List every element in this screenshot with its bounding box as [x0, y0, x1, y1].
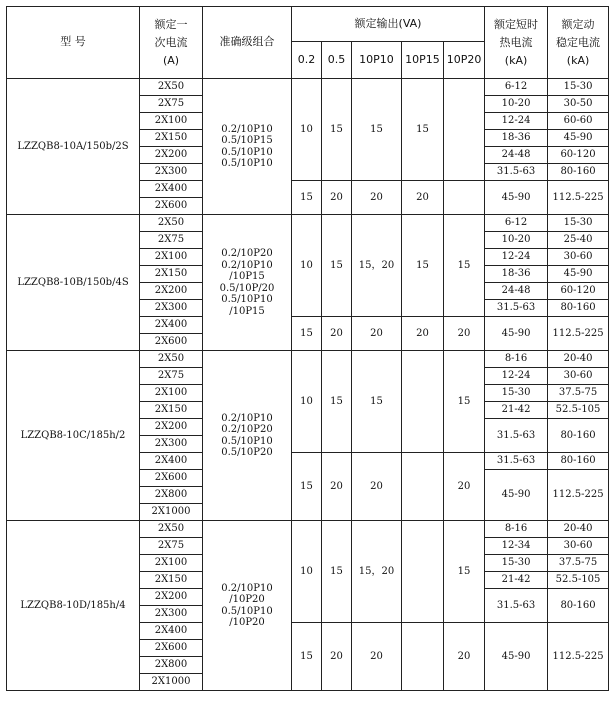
- current-ratio: 2X200: [140, 419, 203, 436]
- dynamic-current: 20-40: [548, 351, 609, 368]
- current-ratio: 2X600: [140, 198, 203, 215]
- current-ratio: 2X150: [140, 402, 203, 419]
- output-0-5: 20: [322, 317, 352, 351]
- dynamic-current: 37.5-75: [548, 385, 609, 402]
- output-10p15: [402, 351, 444, 453]
- dynamic-current: 15-30: [548, 215, 609, 232]
- thermal-current: 8-16: [485, 351, 548, 368]
- thermal-current: 45-90: [485, 623, 548, 691]
- dynamic-current: 25-40: [548, 232, 609, 249]
- thermal-current: 31.5-63: [485, 419, 548, 453]
- current-ratio: 2X150: [140, 572, 203, 589]
- thermal-current: 31.5-63: [485, 300, 548, 317]
- table-row: [7, 351, 609, 368]
- output-0-2: 10: [292, 215, 322, 317]
- dynamic-current: 112.5-225: [548, 470, 609, 521]
- current-ratio: 2X600: [140, 640, 203, 657]
- output-10p15: [402, 623, 444, 691]
- thermal-current: 24-48: [485, 283, 548, 300]
- header-output-10p15: 10P15: [402, 42, 444, 79]
- output-10p20: 15: [444, 351, 485, 453]
- accuracy-combination: 0.2/10P10 /10P20 0.5/10P10 /10P20: [203, 521, 292, 691]
- thermal-current: 31.5-63: [485, 589, 548, 623]
- current-ratio: 2X600: [140, 470, 203, 487]
- current-ratio: 2X150: [140, 130, 203, 147]
- output-10p10: 20: [352, 623, 402, 691]
- output-10p15: [402, 453, 444, 521]
- output-0-2: 15: [292, 453, 322, 521]
- current-ratio: 2X800: [140, 487, 203, 504]
- current-ratio: 2X50: [140, 521, 203, 538]
- current-ratio: 2X400: [140, 453, 203, 470]
- output-10p20: [444, 181, 485, 215]
- current-ratio: 2X50: [140, 351, 203, 368]
- header-primary-current: 额定一 次电流 (A): [140, 7, 203, 79]
- current-ratio: 2X100: [140, 249, 203, 266]
- table-row: [7, 521, 609, 538]
- thermal-current: 6-12: [485, 215, 548, 232]
- current-ratio: 2X200: [140, 147, 203, 164]
- output-10p10: 15: [352, 351, 402, 453]
- header-output-0-5: 0.5: [322, 42, 352, 79]
- dynamic-current: 15-30: [548, 79, 609, 96]
- current-ratio: 2X75: [140, 96, 203, 113]
- dynamic-current: 60-120: [548, 147, 609, 164]
- thermal-current: 10-20: [485, 96, 548, 113]
- output-10p20: 20: [444, 623, 485, 691]
- current-ratio: 2X400: [140, 623, 203, 640]
- output-10p20: 15: [444, 521, 485, 623]
- thermal-current: 18-36: [485, 130, 548, 147]
- thermal-current: 18-36: [485, 266, 548, 283]
- model-name: LZZQB8-10C/185h/2: [7, 351, 140, 521]
- dynamic-current: 37.5-75: [548, 555, 609, 572]
- accuracy-combination: 0.2/10P10 0.5/10P15 0.5/10P10 0.5/10P10: [203, 79, 292, 215]
- dynamic-current: 30-60: [548, 538, 609, 555]
- output-10p15: 15: [402, 79, 444, 181]
- output-0-2: 10: [292, 79, 322, 181]
- current-ratio: 2X50: [140, 215, 203, 232]
- current-ratio: 2X400: [140, 317, 203, 334]
- current-ratio: 2X600: [140, 334, 203, 351]
- thermal-current: 45-90: [485, 181, 548, 215]
- dynamic-current: 112.5-225: [548, 623, 609, 691]
- header-model: 型 号: [7, 7, 140, 79]
- current-ratio: 2X100: [140, 385, 203, 402]
- current-ratio: 2X150: [140, 266, 203, 283]
- output-0-2: 15: [292, 623, 322, 691]
- output-10p15: 15: [402, 215, 444, 317]
- output-10p15: [402, 521, 444, 623]
- output-10p15: 20: [402, 317, 444, 351]
- current-ratio: 2X800: [140, 657, 203, 674]
- header-rated-output: 额定输出(VA): [292, 7, 485, 42]
- dynamic-current: 45-90: [548, 266, 609, 283]
- output-0-5: 15: [322, 521, 352, 623]
- spec-table-container: [6, 6, 609, 691]
- output-0-2: 15: [292, 317, 322, 351]
- output-10p10: 15: [352, 79, 402, 181]
- dynamic-current: 60-120: [548, 283, 609, 300]
- current-ratio: 2X300: [140, 300, 203, 317]
- header-output-0-2: 0.2: [292, 42, 322, 79]
- output-10p20: [444, 79, 485, 181]
- dynamic-current: 112.5-225: [548, 317, 609, 351]
- current-ratio: 2X300: [140, 606, 203, 623]
- thermal-current: 8-16: [485, 521, 548, 538]
- output-10p10: 20: [352, 453, 402, 521]
- dynamic-current: 80-160: [548, 589, 609, 623]
- dynamic-current: 80-160: [548, 300, 609, 317]
- thermal-current: 12-34: [485, 538, 548, 555]
- thermal-current: 31.5-63: [485, 164, 548, 181]
- current-ratio: 2X1000: [140, 674, 203, 691]
- thermal-current: 15-30: [485, 555, 548, 572]
- header-output-10p10: 10P10: [352, 42, 402, 79]
- model-name: LZZQB8-10D/185h/4: [7, 521, 140, 691]
- output-10p10: 20: [352, 181, 402, 215]
- current-ratio: 2X75: [140, 368, 203, 385]
- output-0-5: 20: [322, 453, 352, 521]
- output-10p10: 15，20: [352, 215, 402, 317]
- thermal-current: 12-24: [485, 249, 548, 266]
- thermal-current: 12-24: [485, 113, 548, 130]
- output-10p15: 20: [402, 181, 444, 215]
- thermal-current: 6-12: [485, 79, 548, 96]
- output-0-2: 15: [292, 181, 322, 215]
- thermal-current: 31.5-63: [485, 453, 548, 470]
- output-0-5: 20: [322, 623, 352, 691]
- thermal-current: 15-30: [485, 385, 548, 402]
- dynamic-current: 52.5-105: [548, 572, 609, 589]
- thermal-current: 12-24: [485, 368, 548, 385]
- current-ratio: 2X300: [140, 164, 203, 181]
- output-0-2: 10: [292, 521, 322, 623]
- thermal-current: 21-42: [485, 572, 548, 589]
- dynamic-current: 45-90: [548, 130, 609, 147]
- current-ratio: 2X100: [140, 113, 203, 130]
- dynamic-current: 80-160: [548, 164, 609, 181]
- output-0-5: 20: [322, 181, 352, 215]
- dynamic-current: 30-60: [548, 249, 609, 266]
- output-0-5: 15: [322, 79, 352, 181]
- current-ratio: 2X1000: [140, 504, 203, 521]
- output-0-5: 15: [322, 215, 352, 317]
- table-row: [7, 79, 609, 96]
- output-10p10: 15，20: [352, 521, 402, 623]
- output-10p10: 20: [352, 317, 402, 351]
- model-name: LZZQB8-10B/150b/4S: [7, 215, 140, 351]
- table-row: [7, 215, 609, 232]
- dynamic-current: 80-160: [548, 419, 609, 453]
- thermal-current: 45-90: [485, 470, 548, 521]
- current-ratio: 2X200: [140, 589, 203, 606]
- output-10p20: 20: [444, 453, 485, 521]
- output-0-5: 15: [322, 351, 352, 453]
- thermal-current: 10-20: [485, 232, 548, 249]
- output-10p20: 20: [444, 317, 485, 351]
- dynamic-current: 52.5-105: [548, 402, 609, 419]
- thermal-current: 21-42: [485, 402, 548, 419]
- header-accuracy-combination: 准确级组合: [203, 7, 292, 79]
- dynamic-current: 112.5-225: [548, 181, 609, 215]
- dynamic-current: 30-50: [548, 96, 609, 113]
- current-ratio: 2X300: [140, 436, 203, 453]
- current-ratio: 2X200: [140, 283, 203, 300]
- current-ratio: 2X50: [140, 79, 203, 96]
- accuracy-combination: 0.2/10P20 0.2/10P10 /10P15 0.5/10P/20 0.5/10P10 /10P15: [203, 215, 292, 351]
- header-thermal-current: 额定短时 热电流 (kA): [485, 7, 548, 79]
- model-name: LZZQB8-10A/150b/2S: [7, 79, 140, 215]
- current-ratio: 2X400: [140, 181, 203, 198]
- header-dynamic-current: 额定动 稳定电流 (kA): [548, 7, 609, 79]
- current-ratio: 2X75: [140, 232, 203, 249]
- dynamic-current: 30-60: [548, 368, 609, 385]
- transformer-spec-table: [6, 6, 609, 691]
- current-ratio: 2X75: [140, 538, 203, 555]
- header-output-10p20: 10P20: [444, 42, 485, 79]
- dynamic-current: 80-160: [548, 453, 609, 470]
- dynamic-current: 60-60: [548, 113, 609, 130]
- output-0-2: 10: [292, 351, 322, 453]
- thermal-current: 24-48: [485, 147, 548, 164]
- dynamic-current: 20-40: [548, 521, 609, 538]
- thermal-current: 45-90: [485, 317, 548, 351]
- output-10p20: 15: [444, 215, 485, 317]
- current-ratio: 2X100: [140, 555, 203, 572]
- accuracy-combination: 0.2/10P10 0.2/10P20 0.5/10P10 0.5/10P20: [203, 351, 292, 521]
